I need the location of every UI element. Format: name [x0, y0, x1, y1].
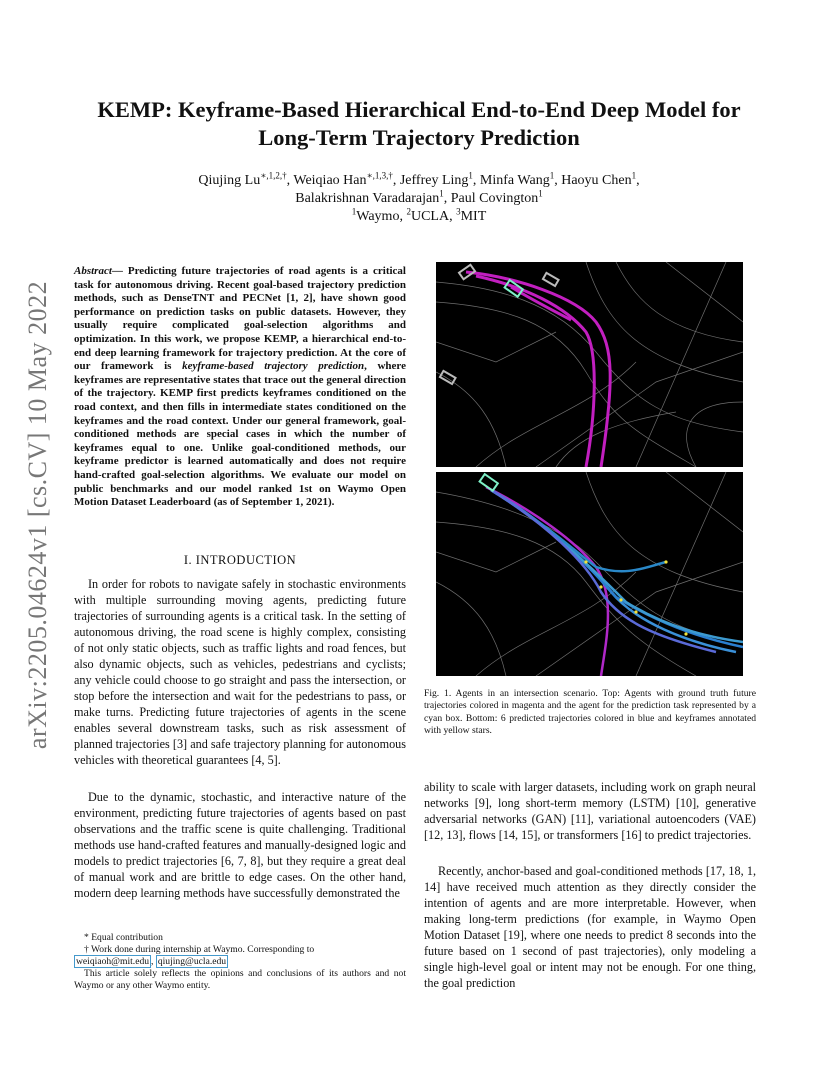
abstract: Abstract— Predicting future trajectories of road agents is a critical task for autonomous driving. Recent goal-based trajectory prediction methods, such as DenseTNT and PECNet [1, 2], have shown good performance on prediction tasks on public datasets. However, they usually require complicated goal-selection algorithms and optimization. In this work, we propose KEMP, a hierarchical end-to-end deep learning framework for trajectory prediction. At the core of our framework is keyframe-based trajectory prediction, where keyframes are representative states that trace out the general direction of the trajectory. KEMP first predicts keyframes conditioned on the road context, and then fills in intermediate states conditioned on the keyframes and the road context. Under our general framework, goal-conditioned methods are special cases in which the number of keyframes equal to one. Unlike goal-conditioned methods, our keyframe predictor is learned automatically and does not require hand-crafted goal-selection algorithms. We evaluate our model on public benchmarks and our model ranked 1st on Waymo Open Motion Dataset Leaderboard (as of September 1, 2021). [74, 265, 406, 509]
arxiv-banner [22, 275, 54, 755]
arxiv-id: arXiv:2205.04624v1 [cs.CV] 10 May 2022 [23, 280, 52, 750]
email-link-2[interactable]: qiujing@ucla.edu [157, 956, 227, 967]
author-line-2: Balakrishnan Varadarajan$^1$, Paul Covington$^1$ [295, 188, 543, 206]
section-heading: I. INTRODUCTION [183, 553, 297, 567]
right-paragraph-2: Recently, anchor-based and goal-conditioned methods [17, 18, 1, 14] have received much attention as they directly consider the intention of agents and are more interpretable. However, when making long-term predictions (for example, in Waymo Open Motion Dataset [19], where one needs to predict 8 seconds into the future based on 1 second of past trajectories), only modeling a single high-level goal or intent may not be enough. For one thing, the goal prediction [424, 864, 756, 990]
footnote-equal: * Equal contribution [84, 932, 163, 943]
intro-paragraph-2: Due to the dynamic, stochastic, and interactive nature of the environment, predicting future trajectories of agents based on past observations and the traffic scene is quite challenging. Traditional methods use hand-crafted features and manually-designed logic and models to predict trajectories [6, 7, 8], but they require a great deal of manual work and are brittle to edge cases. On the other hand, modern deep learning methods have successfully demonstrated the [74, 790, 406, 900]
author-line-1: Qiujing $Lu^{∗,1,2,\dagger}$, Weiqiao Han$^{∗,1,3,\dagger}$, Jeffrey Ling$^1$, Minfa Wang$^1$, Haoyu Chen$^1$, [198, 170, 640, 188]
target-agent-box [480, 474, 498, 491]
figure-1 [436, 262, 743, 676]
right-paragraph-1: ability to scale with larger datasets, including work on graph neural networks [9], long short-term memory (LSTM) [10], generative adversarial networks (GAN) [11], variational autoencoders (VAE) [12, 13], flows [14, 15], or transformers [16] to predict trajectories. [424, 780, 756, 842]
title-line-2: Long-Term Trajectory Prediction [258, 125, 580, 150]
title-line-1: KEMP: Keyframe-Based Hierarchical End-to-End Deep Model for [97, 97, 741, 122]
intro-paragraph-1: In order for robots to navigate safely in stochastic environments with multiple surrounding moving agents, predicting future trajectories of surrounding agents is a critical task. In the setting of autonomous driving, the road scene is highly complex, consisting of not only static objects, such as traffic lights and road fences, but also dynamic objects, such as vehicles, pedestrians and cyclists; any vehicle could choose to go straight and pass the intersection, or stop before the intersection and wait for the pedestrians to pass, or make turns. Predicting future trajectories of agents in the scene enables several downstream tasks, such as risk assessment of planned trajectories [3] and safe trajectory planning for autonomous vehicles with theoretical guarantees [4, 5]. [74, 577, 406, 767]
affiliations: $^1$Waymo, $^2$UCLA, $^3$MIT [351, 206, 487, 224]
footnotes: * Equal contribution † Work done during internship at Waymo. Corresponding to weiqiaoh@mit.edu , qiujing@ucla.edu This article solely reflects the opinions and conclusions of its authors and not Waymo or any other Waymo entity. [74, 932, 406, 991]
author-block [60, 172, 778, 226]
footnote-internship: † Work done during internship at Waymo. Corresponding to [84, 944, 315, 955]
abstract-label: Abstract [74, 265, 112, 277]
footnote-disclaimer: This article solely reflects the opinions and conclusions of its authors and not Waymo or any other Waymo entity. [74, 968, 406, 991]
abstract-emphasis: keyframe-based trajectory prediction [182, 360, 365, 373]
paper-title [60, 96, 778, 152]
predicted-trajectories [486, 487, 743, 676]
figure-caption: Fig. 1. Agents in an intersection scenario. Top: Agents with ground truth future trajectories colored in magenta and the agent for the prediction task represented by a cyan box. Bottom: 6 predicted trajectories colored in blue and keyframes annotated with yellow stars. [424, 688, 756, 737]
email-link-1[interactable]: weiqiaoh@mit.edu [76, 956, 150, 967]
figure-1-graphic [436, 262, 743, 676]
